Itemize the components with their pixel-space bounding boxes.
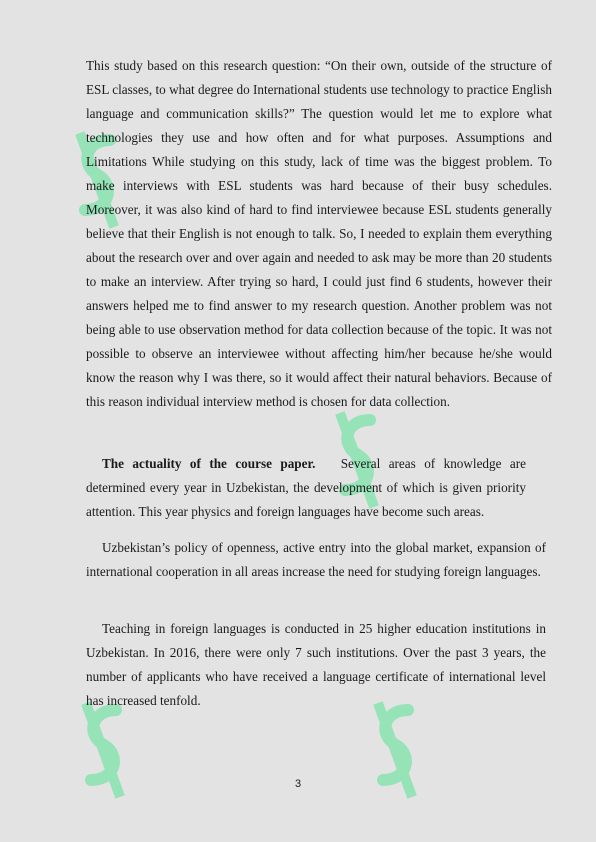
paragraph-text: Uzbekistan’s policy of openness, active entry into the global market, expansion of international cooperation in all areas increase the need for studying foreign languages. [86,540,546,579]
section-heading: The actuality of the course paper. [102,456,316,471]
body-paragraph-actuality [86,452,526,524]
paragraph-text: Teaching in foreign languages is conducted in 25 higher education institutions in Uzbekistan. In 2016, there were only 7 such institutions. Over the past 3 years, the number of applicants who have received a language certificate of international level has increased tenfold. [86,621,546,708]
body-paragraph-research-question [86,54,552,414]
body-paragraph-teaching-languages [86,617,546,713]
dollar-watermark-icon [76,700,136,810]
paragraph-text: This study based on this research question: “On their own, outside of the structure of ESL classes, to what degree do International students use technology to practice English language and communication skills?” The question would let me to explore what technologies they use and how often and for what purposes. Assumptions and Limitations While studying on this study, lack of time was the biggest problem. To make interviews with ESL students was hard because of their busy schedules. Moreover, it was also kind of hard to find interviewee because ESL students generally believe that their English is not enough to talk. So, I needed to explain them everything about the research over and over again and needed to ask may be more than 20 students to make an interview. After trying so hard, I could just find 6 students, however their answers helped me to find answer to my research question. Another problem was not being able to use observation method for data collection because of the topic. It was not possible to observe an interviewee without affecting him/her because he/she would know the reason why I was there, so it would affect their natural behaviors. Because of this reason individual interview method is chosen for data collection. [86,58,552,409]
paragraph-text: Several areas of knowledge are determined every year in Uzbekistan, the development of which is given priority attention. This year physics and foreign languages have become such areas. [86,456,526,519]
page-number: 3 [294,778,302,790]
body-paragraph-openness-policy [86,536,546,584]
dollar-watermark-icon [368,700,428,810]
